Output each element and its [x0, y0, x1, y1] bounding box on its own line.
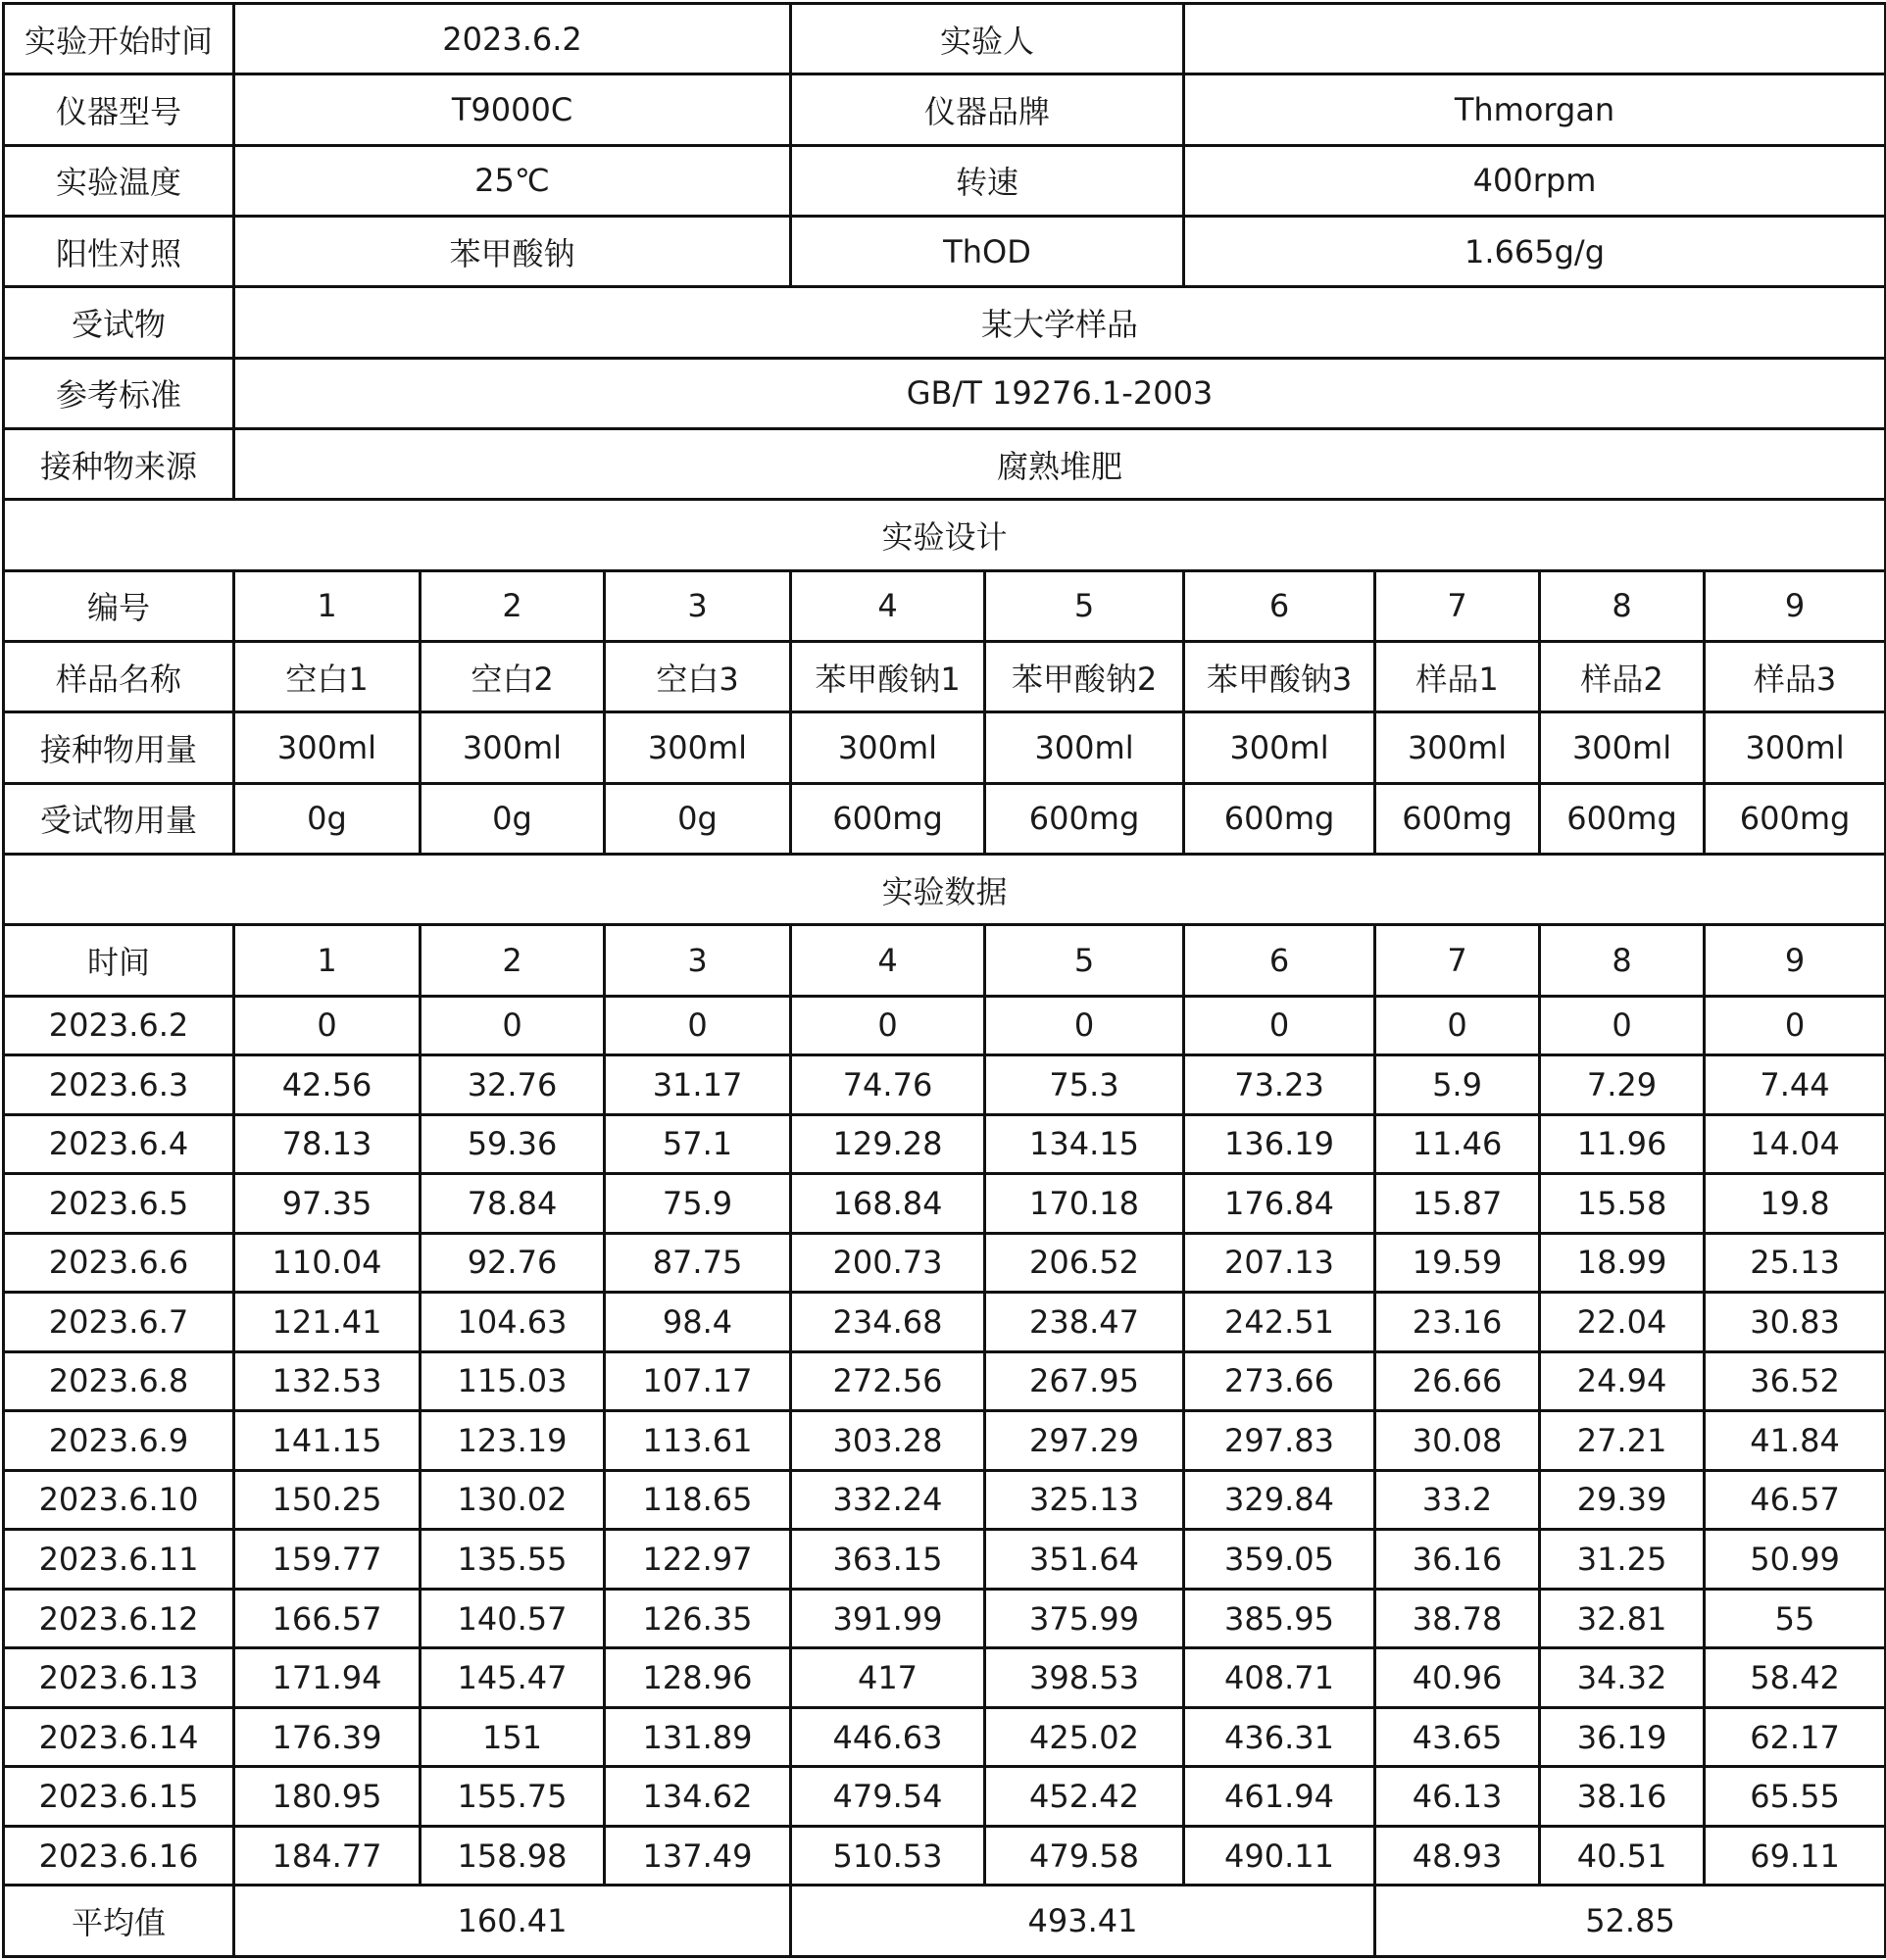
data-value-cell: 130.02 — [421, 1470, 605, 1530]
data-date-cell: 2023.6.14 — [4, 1707, 234, 1767]
data-value-cell: 41.84 — [1705, 1411, 1886, 1471]
data-value-cell: 0 — [1184, 996, 1375, 1055]
data-value-cell: 155.75 — [421, 1767, 605, 1827]
design-cell: 2 — [421, 570, 605, 641]
data-date-cell: 2023.6.12 — [4, 1589, 234, 1648]
design-cell: 0g — [234, 783, 421, 854]
design-cell: 0g — [421, 783, 605, 854]
positive-control-value: 苯甲酸钠 — [234, 216, 791, 286]
data-value-cell: 36.52 — [1705, 1351, 1886, 1411]
data-value-cell: 62.17 — [1705, 1707, 1886, 1767]
data-value-cell: 303.28 — [791, 1411, 985, 1471]
data-row — [4, 1293, 1886, 1352]
data-value-cell: 200.73 — [791, 1233, 985, 1293]
inoculum-value: 腐熟堆肥 — [234, 428, 1886, 499]
data-value-cell: 207.13 — [1184, 1233, 1375, 1293]
model-value: T9000C — [234, 74, 791, 145]
data-value-cell: 15.87 — [1375, 1174, 1540, 1234]
data-value-cell: 206.52 — [985, 1233, 1184, 1293]
data-row — [4, 1233, 1886, 1293]
info-row-model — [4, 74, 1886, 145]
data-row — [4, 1470, 1886, 1530]
data-value-cell: 24.94 — [1540, 1351, 1705, 1411]
speed-label: 转速 — [791, 145, 1184, 216]
data-value-cell: 40.51 — [1540, 1826, 1705, 1886]
data-value-cell: 78.13 — [234, 1114, 421, 1174]
temperature-label: 实验温度 — [4, 145, 234, 216]
data-value-cell: 267.95 — [985, 1351, 1184, 1411]
info-row-test-material — [4, 287, 1886, 358]
design-cell: 8 — [1540, 570, 1705, 641]
data-value-cell: 391.99 — [791, 1589, 985, 1648]
data-value-cell: 0 — [791, 996, 985, 1055]
data-value-cell: 490.11 — [1184, 1826, 1375, 1886]
data-date-cell: 2023.6.16 — [4, 1826, 234, 1886]
data-value-cell: 140.57 — [421, 1589, 605, 1648]
thod-label: ThOD — [791, 216, 1184, 286]
data-value-cell: 34.32 — [1540, 1648, 1705, 1708]
data-value-cell: 31.25 — [1540, 1530, 1705, 1590]
data-value-cell: 92.76 — [421, 1233, 605, 1293]
data-value-cell: 87.75 — [605, 1233, 791, 1293]
data-value-cell: 325.13 — [985, 1470, 1184, 1530]
data-value-cell: 50.99 — [1705, 1530, 1886, 1590]
data-row — [4, 1826, 1886, 1886]
data-value-cell: 78.84 — [421, 1174, 605, 1234]
data-value-cell: 121.41 — [234, 1293, 421, 1352]
data-value-cell: 461.94 — [1184, 1767, 1375, 1827]
design-cell: 1 — [234, 570, 421, 641]
data-section-title: 实验数据 — [4, 854, 1886, 924]
data-value-cell: 26.66 — [1375, 1351, 1540, 1411]
data-value-cell: 11.46 — [1375, 1114, 1540, 1174]
average-blank-value: 160.41 — [234, 1886, 791, 1957]
data-date-cell: 2023.6.6 — [4, 1233, 234, 1293]
data-value-cell: 273.66 — [1184, 1351, 1375, 1411]
data-row — [4, 1411, 1886, 1471]
data-value-cell: 104.63 — [421, 1293, 605, 1352]
data-value-cell: 150.25 — [234, 1470, 421, 1530]
design-cell: 空白3 — [605, 641, 791, 711]
data-value-cell: 134.62 — [605, 1767, 791, 1827]
design-cell: 0g — [605, 783, 791, 854]
data-date-cell: 2023.6.11 — [4, 1530, 234, 1590]
design-cell: 3 — [605, 570, 791, 641]
design-cell: 空白2 — [421, 641, 605, 711]
data-value-cell: 238.47 — [985, 1293, 1184, 1352]
data-value-cell: 398.53 — [985, 1648, 1184, 1708]
data-value-cell: 123.19 — [421, 1411, 605, 1471]
data-row — [4, 1055, 1886, 1115]
design-row — [4, 570, 1886, 641]
design-cell: 300ml — [791, 712, 985, 783]
design-cell: 6 — [1184, 570, 1375, 641]
data-value-cell: 118.65 — [605, 1470, 791, 1530]
data-value-cell: 128.96 — [605, 1648, 791, 1708]
data-value-cell: 113.61 — [605, 1411, 791, 1471]
data-value-cell: 107.17 — [605, 1351, 791, 1411]
inoculum-label: 接种物来源 — [4, 428, 234, 499]
data-value-cell: 0 — [1540, 996, 1705, 1055]
data-value-cell: 479.58 — [985, 1826, 1184, 1886]
start-time-value: 2023.6.2 — [234, 4, 791, 74]
sample-column-header: 1 — [234, 925, 421, 996]
info-row-inoculum — [4, 428, 1886, 499]
data-value-cell: 176.39 — [234, 1707, 421, 1767]
data-date-cell: 2023.6.9 — [4, 1411, 234, 1471]
standard-value: GB/T 19276.1-2003 — [234, 358, 1886, 428]
design-cell: 600mg — [791, 783, 985, 854]
sample-column-header: 3 — [605, 925, 791, 996]
standard-label: 参考标准 — [4, 358, 234, 428]
design-cell: 600mg — [1705, 783, 1886, 854]
data-value-cell: 29.39 — [1540, 1470, 1705, 1530]
data-value-cell: 46.57 — [1705, 1470, 1886, 1530]
experiment-record-table — [2, 2, 1886, 1958]
design-cell: 空白1 — [234, 641, 421, 711]
info-row-standard — [4, 358, 1886, 428]
design-cell: 苯甲酸钠1 — [791, 641, 985, 711]
data-value-cell: 97.35 — [234, 1174, 421, 1234]
data-date-cell: 2023.6.8 — [4, 1351, 234, 1411]
speed-value: 400rpm — [1184, 145, 1886, 216]
design-cell: 600mg — [985, 783, 1184, 854]
data-value-cell: 33.2 — [1375, 1470, 1540, 1530]
brand-label: 仪器品牌 — [791, 74, 1184, 145]
data-value-cell: 73.23 — [1184, 1055, 1375, 1115]
data-row — [4, 1530, 1886, 1590]
data-value-cell: 38.78 — [1375, 1589, 1540, 1648]
data-value-cell: 0 — [421, 996, 605, 1055]
design-cell: 样品1 — [1375, 641, 1540, 711]
data-value-cell: 43.65 — [1375, 1707, 1540, 1767]
data-value-cell: 23.16 — [1375, 1293, 1540, 1352]
design-row — [4, 712, 1886, 783]
data-value-cell: 137.49 — [605, 1826, 791, 1886]
design-row-label: 接种物用量 — [4, 712, 234, 783]
data-row — [4, 1114, 1886, 1174]
design-cell: 600mg — [1184, 783, 1375, 854]
data-value-cell: 297.29 — [985, 1411, 1184, 1471]
data-value-cell: 446.63 — [791, 1707, 985, 1767]
design-cell: 9 — [1705, 570, 1886, 641]
data-value-cell: 19.59 — [1375, 1233, 1540, 1293]
design-row-label: 编号 — [4, 570, 234, 641]
data-value-cell: 57.1 — [605, 1114, 791, 1174]
data-value-cell: 359.05 — [1184, 1530, 1375, 1590]
data-value-cell: 129.28 — [791, 1114, 985, 1174]
data-value-cell: 158.98 — [421, 1826, 605, 1886]
design-cell: 300ml — [985, 712, 1184, 783]
model-label: 仪器型号 — [4, 74, 234, 145]
design-cell: 样品2 — [1540, 641, 1705, 711]
data-value-cell: 75.3 — [985, 1055, 1184, 1115]
design-cell: 300ml — [421, 712, 605, 783]
sample-column-header: 8 — [1540, 925, 1705, 996]
data-value-cell: 7.44 — [1705, 1055, 1886, 1115]
data-value-cell: 425.02 — [985, 1707, 1184, 1767]
data-value-cell: 134.15 — [985, 1114, 1184, 1174]
data-value-cell: 151 — [421, 1707, 605, 1767]
design-title-row — [4, 500, 1886, 570]
data-value-cell: 184.77 — [234, 1826, 421, 1886]
data-value-cell: 176.84 — [1184, 1174, 1375, 1234]
design-cell: 300ml — [1705, 712, 1886, 783]
data-value-cell: 69.11 — [1705, 1826, 1886, 1886]
positive-control-label: 阳性对照 — [4, 216, 234, 286]
design-row-label: 受试物用量 — [4, 783, 234, 854]
data-row — [4, 1707, 1886, 1767]
data-value-cell: 11.96 — [1540, 1114, 1705, 1174]
data-value-cell: 479.54 — [791, 1767, 985, 1827]
design-cell: 4 — [791, 570, 985, 641]
data-value-cell: 55 — [1705, 1589, 1886, 1648]
design-cell: 苯甲酸钠3 — [1184, 641, 1375, 711]
data-date-cell: 2023.6.5 — [4, 1174, 234, 1234]
data-value-cell: 46.13 — [1375, 1767, 1540, 1827]
data-value-cell: 351.64 — [985, 1530, 1184, 1590]
design-cell: 600mg — [1375, 783, 1540, 854]
data-value-cell: 18.99 — [1540, 1233, 1705, 1293]
data-value-cell: 48.93 — [1375, 1826, 1540, 1886]
sample-column-header: 4 — [791, 925, 985, 996]
data-value-cell: 36.19 — [1540, 1707, 1705, 1767]
data-value-cell: 510.53 — [791, 1826, 985, 1886]
sample-column-header: 9 — [1705, 925, 1886, 996]
data-value-cell: 98.4 — [605, 1293, 791, 1352]
design-cell: 5 — [985, 570, 1184, 641]
data-value-cell: 5.9 — [1375, 1055, 1540, 1115]
data-value-cell: 75.9 — [605, 1174, 791, 1234]
design-cell: 300ml — [1375, 712, 1540, 783]
time-column-header: 时间 — [4, 925, 234, 996]
data-value-cell: 385.95 — [1184, 1589, 1375, 1648]
design-cell: 300ml — [1540, 712, 1705, 783]
data-value-cell: 32.81 — [1540, 1589, 1705, 1648]
data-value-cell: 272.56 — [791, 1351, 985, 1411]
info-row-positive-control — [4, 216, 1886, 286]
data-value-cell: 417 — [791, 1648, 985, 1708]
data-value-cell: 42.56 — [234, 1055, 421, 1115]
data-value-cell: 27.21 — [1540, 1411, 1705, 1471]
data-title-row — [4, 854, 1886, 924]
info-row-temperature — [4, 145, 1886, 216]
data-value-cell: 131.89 — [605, 1707, 791, 1767]
start-time-label: 实验开始时间 — [4, 4, 234, 74]
average-benzoate-value: 493.41 — [791, 1886, 1375, 1957]
data-date-cell: 2023.6.15 — [4, 1767, 234, 1827]
data-row — [4, 1351, 1886, 1411]
data-value-cell: 14.04 — [1705, 1114, 1886, 1174]
data-value-cell: 0 — [605, 996, 791, 1055]
data-value-cell: 115.03 — [421, 1351, 605, 1411]
sample-column-header: 5 — [985, 925, 1184, 996]
data-value-cell: 135.55 — [421, 1530, 605, 1590]
data-value-cell: 332.24 — [791, 1470, 985, 1530]
data-value-cell: 363.15 — [791, 1530, 985, 1590]
data-row — [4, 996, 1886, 1055]
data-date-cell: 2023.6.7 — [4, 1293, 234, 1352]
temperature-value: 25℃ — [234, 145, 791, 216]
data-value-cell: 22.04 — [1540, 1293, 1705, 1352]
data-value-cell: 110.04 — [234, 1233, 421, 1293]
design-cell: 苯甲酸钠2 — [985, 641, 1184, 711]
sample-column-header: 7 — [1375, 925, 1540, 996]
experimenter-value — [1184, 4, 1886, 74]
data-value-cell: 59.36 — [421, 1114, 605, 1174]
data-value-cell: 408.71 — [1184, 1648, 1375, 1708]
data-date-cell: 2023.6.10 — [4, 1470, 234, 1530]
data-value-cell: 168.84 — [791, 1174, 985, 1234]
data-value-cell: 436.31 — [1184, 1707, 1375, 1767]
data-value-cell: 329.84 — [1184, 1470, 1375, 1530]
average-sample-value: 52.85 — [1375, 1886, 1886, 1957]
data-value-cell: 0 — [985, 996, 1184, 1055]
data-date-cell: 2023.6.13 — [4, 1648, 234, 1708]
design-cell: 600mg — [1540, 783, 1705, 854]
data-value-cell: 132.53 — [234, 1351, 421, 1411]
data-value-cell: 166.57 — [234, 1589, 421, 1648]
data-value-cell: 375.99 — [985, 1589, 1184, 1648]
average-row — [4, 1886, 1886, 1957]
data-value-cell: 31.17 — [605, 1055, 791, 1115]
design-row-label: 样品名称 — [4, 641, 234, 711]
data-date-cell: 2023.6.3 — [4, 1055, 234, 1115]
average-label: 平均值 — [4, 1886, 234, 1957]
info-row-start-time — [4, 4, 1886, 74]
data-value-cell: 0 — [234, 996, 421, 1055]
sample-column-header: 6 — [1184, 925, 1375, 996]
data-value-cell: 122.97 — [605, 1530, 791, 1590]
design-cell: 样品3 — [1705, 641, 1886, 711]
data-row — [4, 1767, 1886, 1827]
data-value-cell: 25.13 — [1705, 1233, 1886, 1293]
sample-column-header: 2 — [421, 925, 605, 996]
design-cell: 300ml — [1184, 712, 1375, 783]
data-value-cell: 15.58 — [1540, 1174, 1705, 1234]
data-value-cell: 180.95 — [234, 1767, 421, 1827]
data-value-cell: 36.16 — [1375, 1530, 1540, 1590]
data-value-cell: 234.68 — [791, 1293, 985, 1352]
data-value-cell: 65.55 — [1705, 1767, 1886, 1827]
data-value-cell: 30.83 — [1705, 1293, 1886, 1352]
brand-value: Thmorgan — [1184, 74, 1886, 145]
experimenter-label: 实验人 — [791, 4, 1184, 74]
data-value-cell: 38.16 — [1540, 1767, 1705, 1827]
design-cell: 7 — [1375, 570, 1540, 641]
data-value-cell: 7.29 — [1540, 1055, 1705, 1115]
data-date-cell: 2023.6.4 — [4, 1114, 234, 1174]
data-value-cell: 0 — [1705, 996, 1886, 1055]
design-cell: 300ml — [234, 712, 421, 783]
data-value-cell: 171.94 — [234, 1648, 421, 1708]
data-row — [4, 1174, 1886, 1234]
data-header-row — [4, 925, 1886, 996]
data-value-cell: 126.35 — [605, 1589, 791, 1648]
data-value-cell: 136.19 — [1184, 1114, 1375, 1174]
data-value-cell: 170.18 — [985, 1174, 1184, 1234]
design-row — [4, 641, 1886, 711]
test-material-label: 受试物 — [4, 287, 234, 358]
data-value-cell: 19.8 — [1705, 1174, 1886, 1234]
thod-value: 1.665g/g — [1184, 216, 1886, 286]
data-value-cell: 74.76 — [791, 1055, 985, 1115]
data-value-cell: 32.76 — [421, 1055, 605, 1115]
data-row — [4, 1648, 1886, 1708]
data-row — [4, 1589, 1886, 1648]
data-value-cell: 159.77 — [234, 1530, 421, 1590]
design-cell: 300ml — [605, 712, 791, 783]
data-value-cell: 58.42 — [1705, 1648, 1886, 1708]
data-value-cell: 452.42 — [985, 1767, 1184, 1827]
design-section-title: 实验设计 — [4, 500, 1886, 570]
data-value-cell: 141.15 — [234, 1411, 421, 1471]
data-value-cell: 0 — [1375, 996, 1540, 1055]
data-date-cell: 2023.6.2 — [4, 996, 234, 1055]
data-value-cell: 145.47 — [421, 1648, 605, 1708]
data-value-cell: 297.83 — [1184, 1411, 1375, 1471]
data-value-cell: 242.51 — [1184, 1293, 1375, 1352]
design-row — [4, 783, 1886, 854]
data-value-cell: 40.96 — [1375, 1648, 1540, 1708]
test-material-value: 某大学样品 — [234, 287, 1886, 358]
data-value-cell: 30.08 — [1375, 1411, 1540, 1471]
